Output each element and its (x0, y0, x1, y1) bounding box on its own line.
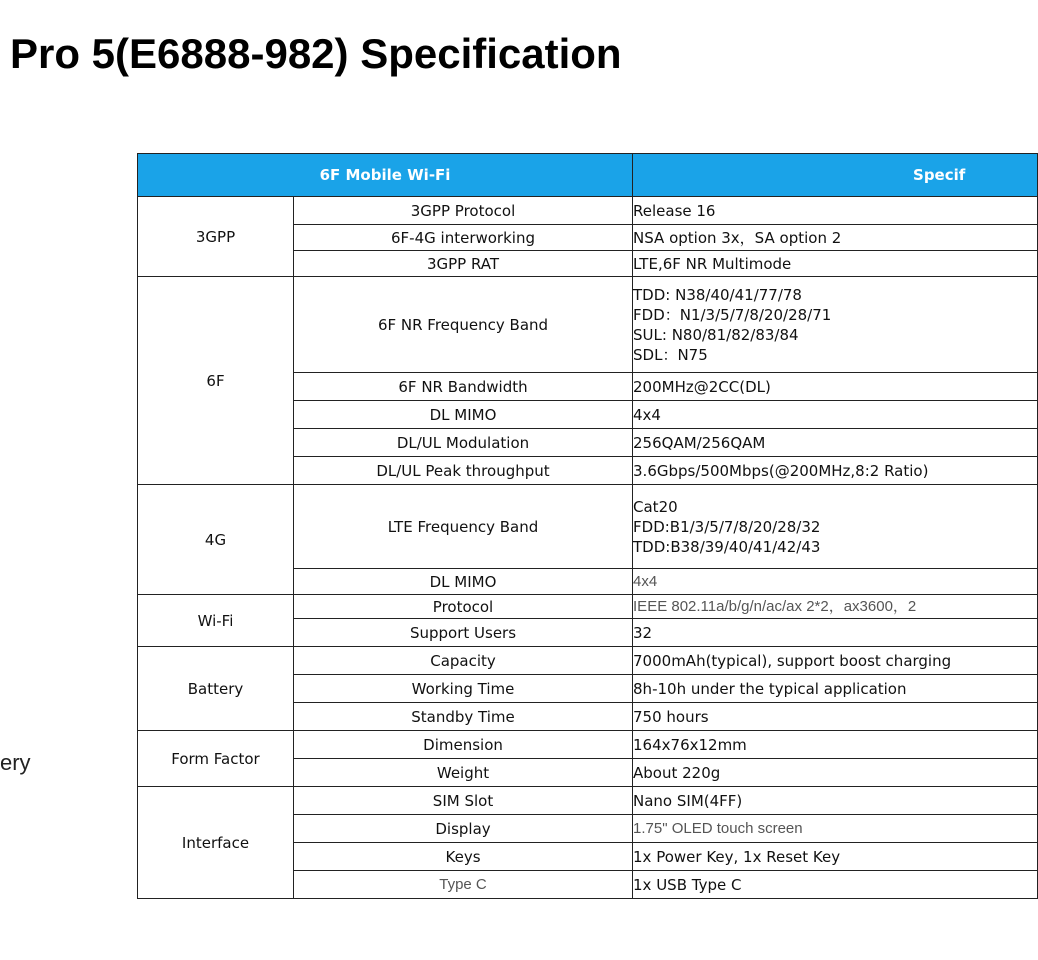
header-product: 6F Mobile Wi-Fi (138, 154, 633, 197)
spec-value-line: 1x USB Type C (633, 875, 742, 894)
spec-value (633, 647, 1038, 675)
spec-value (633, 401, 1038, 429)
spec-value (633, 787, 1038, 815)
spec-value-line: FDD：N1/3/5/7/8/20/28/71 (633, 305, 832, 324)
table-row (138, 731, 1038, 759)
group-label: Form Factor (138, 731, 294, 787)
spec-value-line: LTE,6F NR Multimode (633, 254, 792, 273)
spec-value (633, 225, 1038, 251)
spec-item: Weight (294, 759, 633, 787)
table-row (138, 277, 1038, 373)
spec-item: DL/UL Peak throughput (294, 457, 633, 485)
spec-value-line: Cat20 (633, 497, 678, 516)
group-label: Wi-Fi (138, 595, 294, 647)
spec-item: 6F NR Frequency Band (294, 277, 633, 373)
spec-value-line: SUL: N80/81/82/83/84 (633, 325, 799, 344)
spec-value (633, 759, 1038, 787)
group-label: 4G (138, 485, 294, 595)
spec-value-line: 200MHz@2CC(DL) (633, 377, 771, 396)
spec-value (633, 373, 1038, 401)
table-row (138, 197, 1038, 225)
spec-table-body (138, 197, 1038, 899)
spec-item: DL MIMO (294, 569, 633, 595)
spec-value-line: 4x4 (633, 405, 661, 424)
spec-value-line: SDL：N75 (633, 345, 708, 364)
page-title: Pro 5(E6888-982) Specification (10, 30, 622, 77)
spec-item: Standby Time (294, 703, 633, 731)
spec-value-line: 3.6Gbps/500Mbps(@200MHz,8:2 Ratio) (633, 461, 929, 480)
spec-value-line: 7000mAh(typical), support boost charging (633, 651, 952, 670)
spec-value (633, 871, 1038, 899)
spec-item: Working Time (294, 675, 633, 703)
group-label: Battery (138, 647, 294, 731)
spec-item: Keys (294, 843, 633, 871)
spec-item: Display (294, 815, 633, 843)
spec-table-container (137, 153, 966, 894)
spec-value-line: 750 hours (633, 707, 709, 726)
table-row (138, 647, 1038, 675)
spec-value (633, 197, 1038, 225)
spec-item: 3GPP RAT (294, 251, 633, 277)
spec-value-line: TDD: N38/40/41/77/78 (633, 285, 802, 304)
spec-value (633, 815, 1038, 843)
spec-item: Support Users (294, 619, 633, 647)
spec-item: DL MIMO (294, 401, 633, 429)
spec-item: Type C (294, 871, 633, 899)
spec-value (633, 843, 1038, 871)
spec-value (633, 675, 1038, 703)
spec-item: 6F NR Bandwidth (294, 373, 633, 401)
spec-item: DL/UL Modulation (294, 429, 633, 457)
spec-value-line: FDD:B1/3/5/7/8/20/28/32 (633, 517, 821, 536)
spec-value (633, 569, 1038, 595)
spec-value (633, 619, 1038, 647)
spec-value-line: 1.75" OLED touch screen (633, 819, 803, 837)
spec-item: SIM Slot (294, 787, 633, 815)
spec-value (633, 595, 1038, 619)
spec-value-line: Release 16 (633, 201, 716, 220)
spec-value-line: 1x Power Key, 1x Reset Key (633, 847, 841, 866)
spec-value-line: 4x4 (633, 572, 658, 590)
spec-value-line: Nano SIM(4FF) (633, 791, 743, 810)
spec-value-line: TDD:B38/39/40/41/42/43 (633, 537, 821, 556)
table-row (138, 787, 1038, 815)
spec-value (633, 251, 1038, 277)
table-row (138, 595, 1038, 619)
spec-value (633, 485, 1038, 569)
spec-value-line: 164x76x12mm (633, 735, 747, 754)
spec-value-line: 8h-10h under the typical application (633, 679, 907, 698)
spec-item: 6F-4G interworking (294, 225, 633, 251)
spec-item: Dimension (294, 731, 633, 759)
table-header-row (138, 154, 1038, 197)
cut-off-side-text: ery (0, 750, 31, 775)
spec-value (633, 703, 1038, 731)
spec-value (633, 429, 1038, 457)
group-label: 6F (138, 277, 294, 485)
spec-value-line: 256QAM/256QAM (633, 433, 766, 452)
spec-item: Capacity (294, 647, 633, 675)
spec-value-line: 32 (633, 623, 653, 642)
header-specification: Specif (633, 154, 1038, 197)
spec-value (633, 731, 1038, 759)
spec-value (633, 457, 1038, 485)
spec-value-line: About 220g (633, 763, 721, 782)
spec-item: LTE Frequency Band (294, 485, 633, 569)
spec-value (633, 277, 1038, 373)
spec-item: Protocol (294, 595, 633, 619)
group-label: Interface (138, 787, 294, 899)
group-label: 3GPP (138, 197, 294, 277)
spec-table (137, 153, 1038, 899)
table-row (138, 485, 1038, 569)
spec-value-line: NSA option 3x，SA option 2 (633, 228, 842, 247)
spec-value-line: IEEE 802.11a/b/g/n/ac/ax 2*2，ax3600，2 (633, 597, 917, 615)
spec-item: 3GPP Protocol (294, 197, 633, 225)
